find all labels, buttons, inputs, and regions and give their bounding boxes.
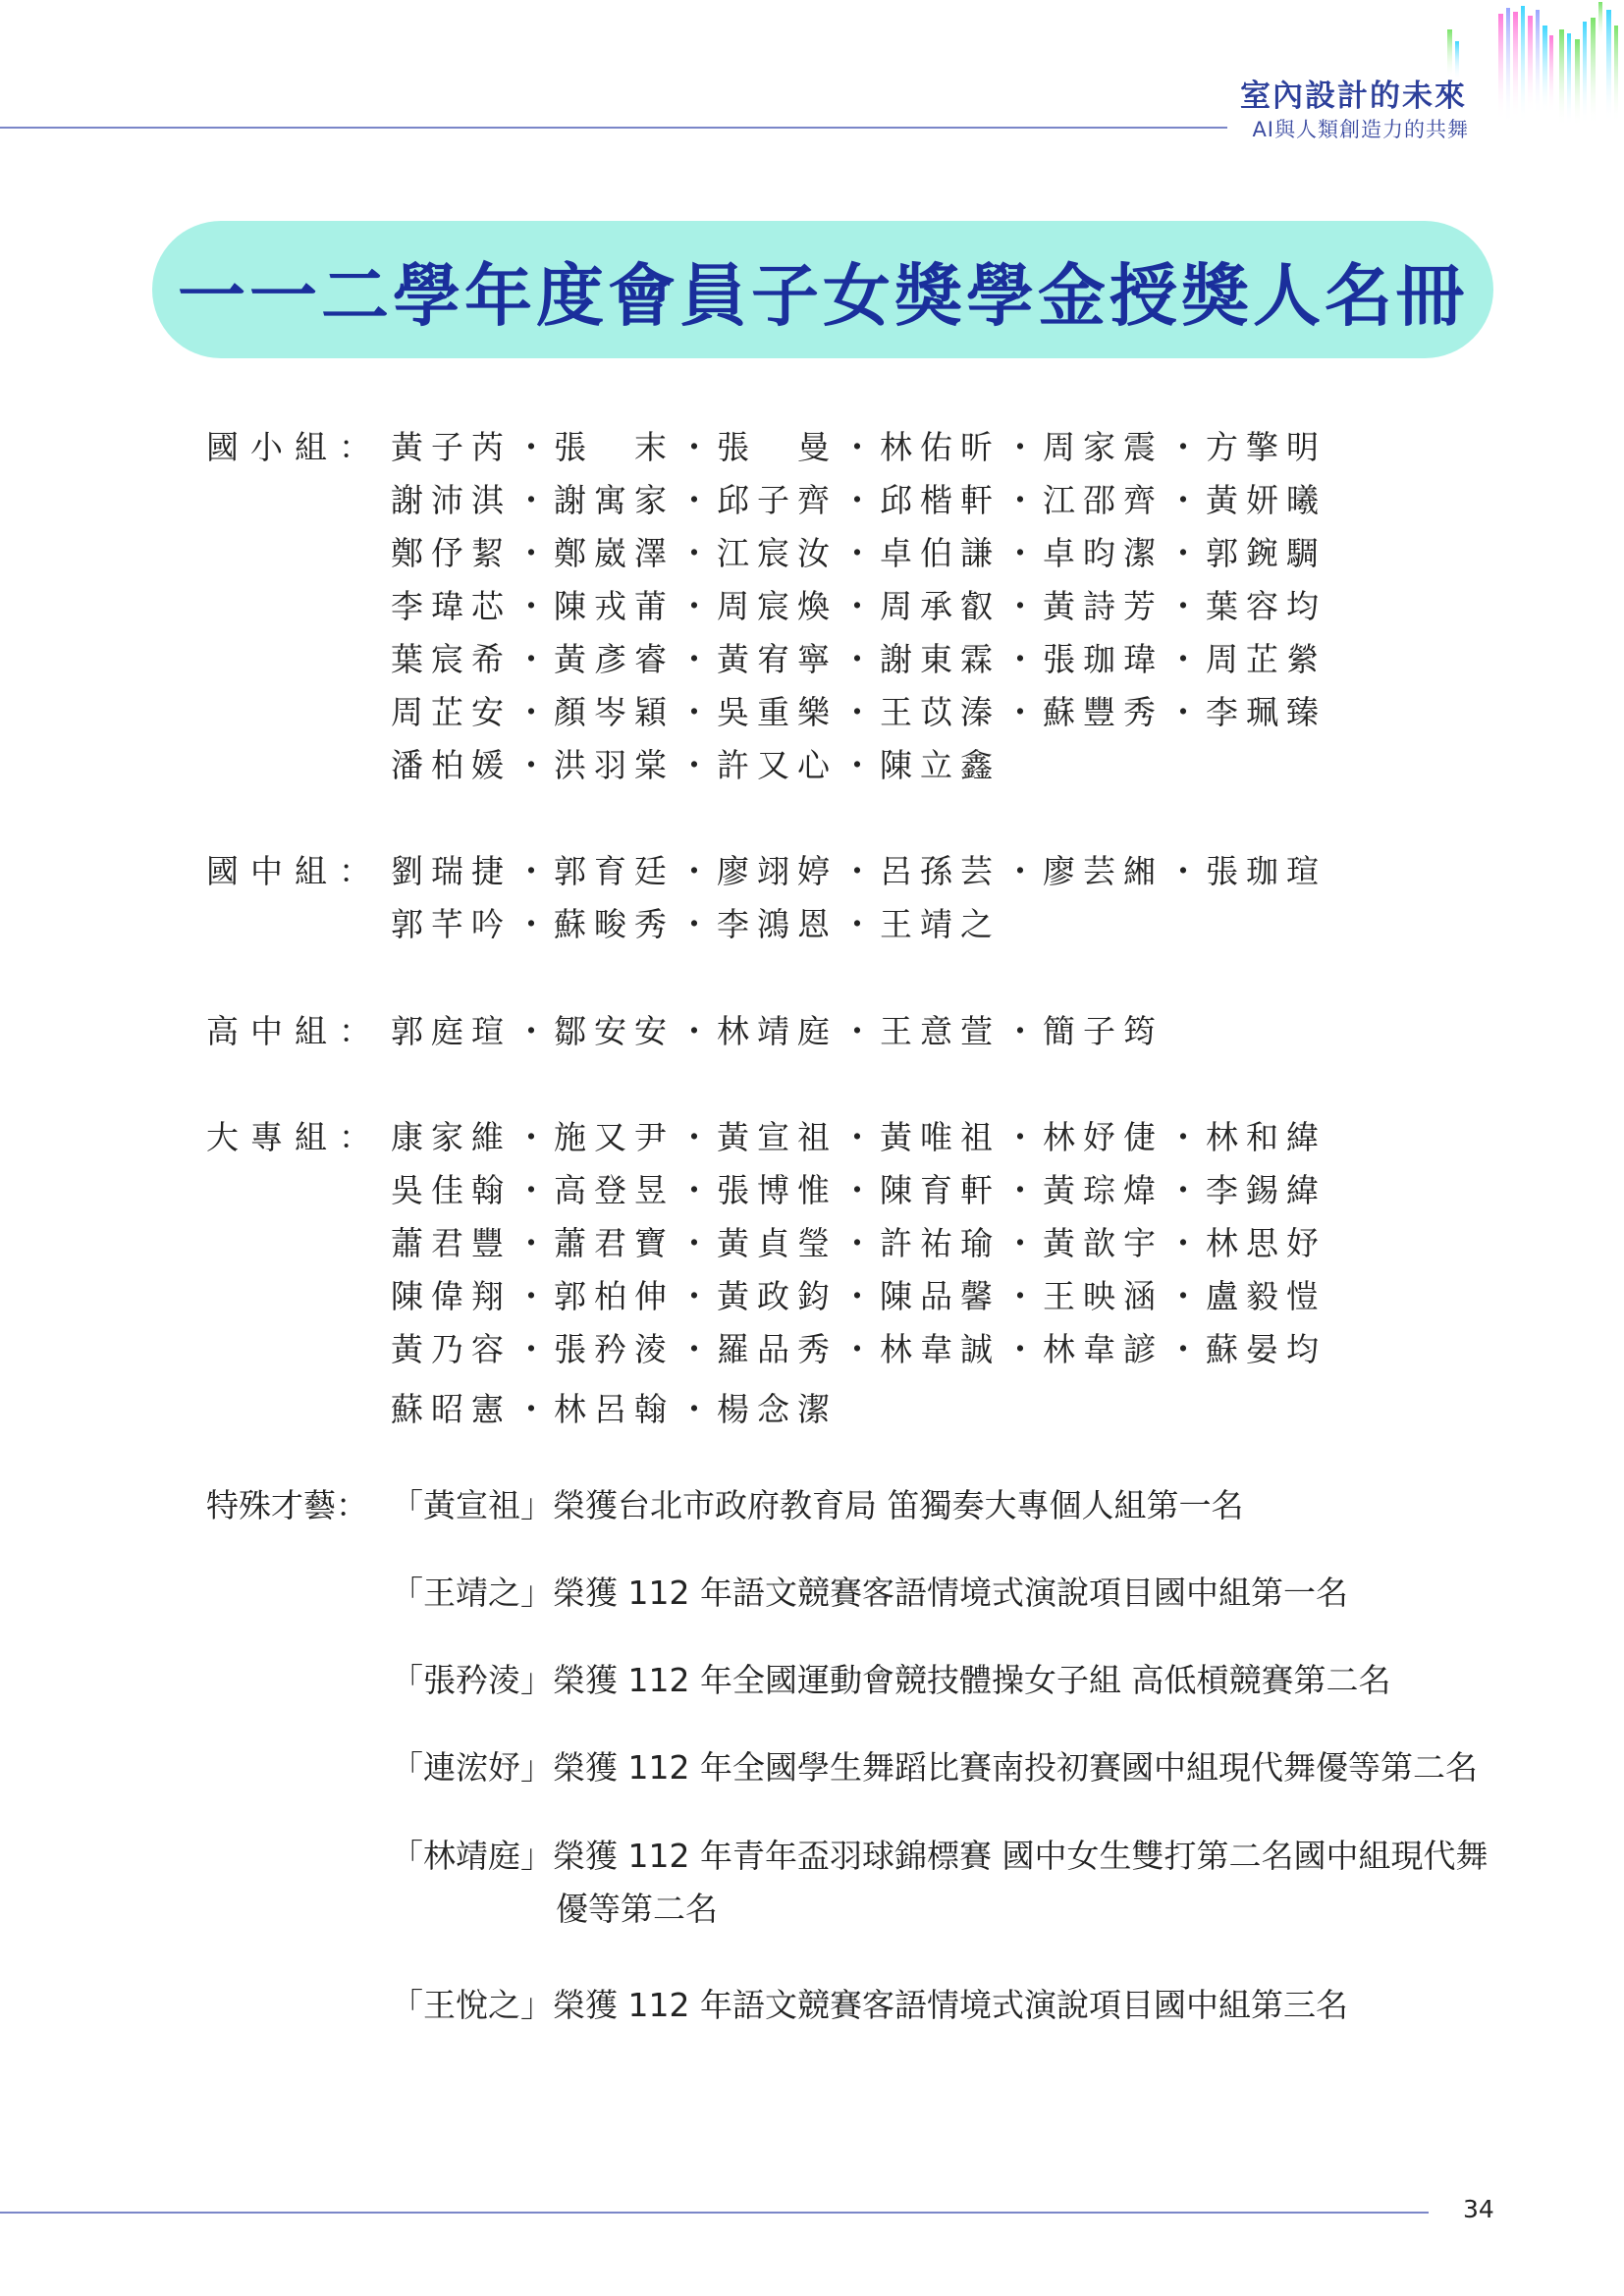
recipient-name: 張矜淩 <box>554 1330 675 1368</box>
separator-dot: ・ <box>1166 1171 1200 1209</box>
recipient-name: 盧毅愷 <box>1206 1277 1326 1315</box>
recipient-name: 黃貞瑩 <box>717 1224 838 1262</box>
separator-dot: ・ <box>1003 640 1037 678</box>
title-banner <box>152 221 1493 358</box>
recipient-name: 黃彥睿 <box>554 640 675 678</box>
award-recipient: 「張矜淩」 <box>391 1661 553 1699</box>
name-row <box>391 740 1001 786</box>
header-rule <box>0 127 1227 129</box>
recipient-name: 陳戎莆 <box>554 587 675 625</box>
separator-dot: ・ <box>677 852 711 890</box>
separator-dot: ・ <box>514 905 548 943</box>
name-row <box>391 1218 1324 1264</box>
separator-dot: ・ <box>1003 693 1037 731</box>
recipient-name: 張博惟 <box>717 1171 838 1209</box>
separator-dot: ・ <box>1166 1224 1200 1262</box>
recipient-name: 高登昱 <box>554 1171 675 1209</box>
separator-dot: ・ <box>514 1171 548 1209</box>
award-text: 榮獲 112 年全國運動會競技體操女子組 高低槓競賽第二名 <box>553 1661 1391 1699</box>
separator-dot: ・ <box>1166 693 1200 731</box>
separator-dot: ・ <box>1166 534 1200 572</box>
recipient-name: 蘇豐秀 <box>1043 693 1164 731</box>
recipient-name: 周宸煥 <box>717 587 838 625</box>
recipient-name: 廖翊婷 <box>717 852 838 890</box>
name-row <box>391 1324 1324 1370</box>
award-text: 榮獲 112 年青年盃羽球錦標賽 國中女生雙打第二名國中組現代舞 <box>553 1837 1489 1875</box>
recipient-name: 黃琮煒 <box>1043 1171 1164 1209</box>
separator-dot: ・ <box>514 1330 548 1368</box>
recipient-name: 蕭君豐 <box>391 1224 512 1262</box>
recipient-name: 邱子齊 <box>717 481 838 519</box>
header-subtitle: AI與人類創造力的共舞 <box>1242 114 1469 143</box>
recipient-name: 謝寓家 <box>554 481 675 519</box>
award-recipient: 「王悅之」 <box>391 1986 553 2024</box>
recipient-name: 張 曼 <box>717 428 838 466</box>
footer-rule <box>0 2212 1429 2214</box>
recipient-name: 鄭崴澤 <box>554 534 675 572</box>
recipient-name: 黃宥寧 <box>717 640 838 678</box>
recipient-name: 王映涵 <box>1043 1277 1164 1315</box>
recipient-name: 劉瑞捷 <box>391 852 512 890</box>
separator-dot: ・ <box>840 640 874 678</box>
name-row <box>391 899 1001 945</box>
recipient-name: 呂孫芸 <box>880 852 1001 890</box>
recipient-name: 邱楷軒 <box>880 481 1001 519</box>
name-row <box>391 846 1324 892</box>
separator-dot: ・ <box>840 1171 874 1209</box>
separator-dot: ・ <box>840 1330 874 1368</box>
recipient-name: 李鴻恩 <box>717 905 838 943</box>
name-row <box>391 1006 1164 1052</box>
award-recipient: 「連浤妤」 <box>391 1748 553 1787</box>
recipient-name: 顏岑穎 <box>554 693 675 731</box>
separator-dot: ・ <box>1003 852 1037 890</box>
recipient-name: 張珈瑄 <box>1206 852 1326 890</box>
separator-dot: ・ <box>840 852 874 890</box>
recipient-name: 周家震 <box>1043 428 1164 466</box>
separator-dot: ・ <box>514 640 548 678</box>
separator-dot: ・ <box>840 534 874 572</box>
recipient-name: 施又尹 <box>554 1118 675 1156</box>
recipient-name: 葉容均 <box>1206 587 1326 625</box>
page-title: 一一二學年度會員子女獎學金授獎人名冊 <box>178 256 1468 336</box>
separator-dot: ・ <box>677 640 711 678</box>
recipient-name: 方擎明 <box>1206 428 1326 466</box>
recipient-name: 林韋諺 <box>1043 1330 1164 1368</box>
separator-dot: ・ <box>840 428 874 466</box>
award-text: 榮獲 112 年全國學生舞蹈比賽南投初賽國中組現代舞優等第二名 <box>553 1748 1478 1787</box>
separator-dot: ・ <box>677 1390 711 1428</box>
recipient-name: 蘇昭憲 <box>391 1390 512 1428</box>
separator-dot: ・ <box>514 481 548 519</box>
recipient-name: 林呂翰 <box>554 1390 675 1428</box>
recipient-name: 江邵齊 <box>1043 481 1164 519</box>
recipient-name: 陳育軒 <box>880 1171 1001 1209</box>
talent-label: 特殊才藝： <box>206 1486 368 1524</box>
recipient-name: 江宸汝 <box>717 534 838 572</box>
separator-dot: ・ <box>514 587 548 625</box>
recipient-name: 黃歆宇 <box>1043 1224 1164 1262</box>
recipient-name: 張 末 <box>554 428 675 466</box>
recipient-name: 陳品馨 <box>880 1277 1001 1315</box>
separator-dot: ・ <box>840 1012 874 1050</box>
name-row <box>391 1271 1324 1317</box>
recipient-name: 謝沛淇 <box>391 481 512 519</box>
recipient-name: 周承叡 <box>880 587 1001 625</box>
recipient-name: 黃子芮 <box>391 428 512 466</box>
recipient-name: 黃妍曦 <box>1206 481 1326 519</box>
separator-dot: ・ <box>1003 1277 1037 1315</box>
recipient-name: 蕭君寶 <box>554 1224 675 1262</box>
separator-dot: ・ <box>677 534 711 572</box>
separator-dot: ・ <box>840 746 874 784</box>
separator-dot: ・ <box>1003 481 1037 519</box>
recipient-name: 蘇畯秀 <box>554 905 675 943</box>
recipient-name: 張珈瑋 <box>1043 640 1164 678</box>
recipient-name: 許又心 <box>717 746 838 784</box>
separator-dot: ・ <box>840 587 874 625</box>
name-row <box>391 422 1324 468</box>
separator-dot: ・ <box>1166 481 1200 519</box>
recipient-name: 李珮臻 <box>1206 693 1326 731</box>
group-label-senior-high: 高中組： <box>206 1012 383 1050</box>
name-row <box>391 581 1324 627</box>
separator-dot: ・ <box>514 693 548 731</box>
separator-dot: ・ <box>840 905 874 943</box>
separator-dot: ・ <box>840 1224 874 1262</box>
separator-dot: ・ <box>1003 428 1037 466</box>
recipient-name: 廖芸緗 <box>1043 852 1164 890</box>
separator-dot: ・ <box>1003 1224 1037 1262</box>
recipient-name: 蘇晏均 <box>1206 1330 1326 1368</box>
separator-dot: ・ <box>514 428 548 466</box>
separator-dot: ・ <box>1003 1171 1037 1209</box>
award-text: 榮獲 112 年語文競賽客語情境式演說項目國中組第一名 <box>553 1574 1348 1612</box>
group-label-college: 大專組： <box>206 1118 383 1156</box>
award-recipient: 「林靖庭」 <box>391 1837 553 1875</box>
separator-dot: ・ <box>1003 1118 1037 1156</box>
recipient-name: 潘柏媛 <box>391 746 512 784</box>
recipient-name: 許祐瑜 <box>880 1224 1001 1262</box>
award-text: 榮獲台北市政府教育局 笛獨奏大專個人組第一名 <box>553 1486 1244 1524</box>
separator-dot: ・ <box>677 693 711 731</box>
award-entry <box>391 1480 1244 1526</box>
separator-dot: ・ <box>840 1118 874 1156</box>
separator-dot: ・ <box>677 905 711 943</box>
award-text-continuation: 優等第二名 <box>556 1890 718 1928</box>
recipient-name: 林韋誠 <box>880 1330 1001 1368</box>
name-row <box>391 634 1324 680</box>
separator-dot: ・ <box>677 587 711 625</box>
recipient-name: 吳佳翰 <box>391 1171 512 1209</box>
recipient-name: 簡子筠 <box>1043 1012 1164 1050</box>
recipient-name: 林思妤 <box>1206 1224 1326 1262</box>
separator-dot: ・ <box>514 1224 548 1262</box>
award-entry <box>391 1742 1478 1789</box>
separator-dot: ・ <box>1166 1118 1200 1156</box>
separator-dot: ・ <box>677 746 711 784</box>
recipient-name: 卓伯謙 <box>880 534 1001 572</box>
separator-dot: ・ <box>677 1330 711 1368</box>
separator-dot: ・ <box>677 481 711 519</box>
separator-dot: ・ <box>840 1277 874 1315</box>
separator-dot: ・ <box>1166 1277 1200 1315</box>
separator-dot: ・ <box>1166 587 1200 625</box>
separator-dot: ・ <box>1003 534 1037 572</box>
award-entry <box>391 1831 1488 1877</box>
recipient-name: 林和緯 <box>1206 1118 1326 1156</box>
separator-dot: ・ <box>514 1118 548 1156</box>
group-label-junior-high: 國中組： <box>206 852 383 890</box>
separator-dot: ・ <box>677 428 711 466</box>
award-entry <box>391 1568 1348 1614</box>
recipient-name: 謝東霖 <box>880 640 1001 678</box>
recipient-name: 郭芊吟 <box>391 905 512 943</box>
separator-dot: ・ <box>514 1277 548 1315</box>
recipient-name: 卓昀潔 <box>1043 534 1164 572</box>
recipient-name: 王苡溱 <box>880 693 1001 731</box>
award-recipient: 「黃宣祖」 <box>391 1486 553 1524</box>
name-row <box>391 1384 838 1430</box>
group-label-elementary: 國小組： <box>206 428 383 466</box>
separator-dot: ・ <box>677 1277 711 1315</box>
recipient-name: 陳立鑫 <box>880 746 1001 784</box>
separator-dot: ・ <box>1003 1330 1037 1368</box>
separator-dot: ・ <box>514 1390 548 1428</box>
separator-dot: ・ <box>677 1118 711 1156</box>
page-number: 34 <box>1463 2195 1494 2223</box>
separator-dot: ・ <box>514 852 548 890</box>
recipient-name: 郭育廷 <box>554 852 675 890</box>
award-entry <box>391 1980 1348 2026</box>
separator-dot: ・ <box>1166 428 1200 466</box>
recipient-name: 周芷安 <box>391 693 512 731</box>
award-entry <box>391 1655 1390 1701</box>
separator-dot: ・ <box>1003 1012 1037 1050</box>
recipient-name: 黃政鈞 <box>717 1277 838 1315</box>
name-row <box>391 475 1324 521</box>
recipient-name: 洪羽棠 <box>554 746 675 784</box>
separator-dot: ・ <box>514 1012 548 1050</box>
recipient-name: 黃唯祖 <box>880 1118 1001 1156</box>
recipient-name: 王靖之 <box>880 905 1001 943</box>
recipient-name: 鄒安安 <box>554 1012 675 1050</box>
header-title: 室內設計的未來 <box>1240 79 1467 114</box>
recipient-name: 王意萱 <box>880 1012 1001 1050</box>
recipient-name: 李錫緯 <box>1206 1171 1326 1209</box>
recipient-name: 康家維 <box>391 1118 512 1156</box>
separator-dot: ・ <box>677 1224 711 1262</box>
separator-dot: ・ <box>840 693 874 731</box>
recipient-name: 黃乃容 <box>391 1330 512 1368</box>
recipient-name: 林靖庭 <box>717 1012 838 1050</box>
recipient-name: 黃宣祖 <box>717 1118 838 1156</box>
name-row <box>391 1165 1324 1211</box>
separator-dot: ・ <box>677 1012 711 1050</box>
separator-dot: ・ <box>1003 587 1037 625</box>
recipient-name: 林妤倢 <box>1043 1118 1164 1156</box>
recipient-name: 吳重樂 <box>717 693 838 731</box>
recipient-name: 林佑昕 <box>880 428 1001 466</box>
separator-dot: ・ <box>514 746 548 784</box>
name-row <box>391 687 1324 733</box>
recipient-name: 葉宸希 <box>391 640 512 678</box>
name-row <box>391 528 1324 574</box>
separator-dot: ・ <box>1166 1330 1200 1368</box>
name-row <box>391 1112 1324 1158</box>
recipient-name: 郭庭瑄 <box>391 1012 512 1050</box>
recipient-name: 李瑋芯 <box>391 587 512 625</box>
separator-dot: ・ <box>840 481 874 519</box>
recipient-name: 郭柏伸 <box>554 1277 675 1315</box>
recipient-name: 陳偉翔 <box>391 1277 512 1315</box>
separator-dot: ・ <box>1166 640 1200 678</box>
decorative-bar-graphic <box>1443 0 1624 137</box>
recipient-name: 郭鋺騆 <box>1206 534 1326 572</box>
recipient-name: 黃詩芳 <box>1043 587 1164 625</box>
award-text: 榮獲 112 年語文競賽客語情境式演說項目國中組第三名 <box>553 1986 1348 2024</box>
recipient-name: 鄭伃絜 <box>391 534 512 572</box>
recipient-name: 周芷縈 <box>1206 640 1326 678</box>
award-recipient: 「王靖之」 <box>391 1574 553 1612</box>
recipient-name: 羅品秀 <box>717 1330 838 1368</box>
recipient-name: 楊念潔 <box>717 1390 838 1428</box>
separator-dot: ・ <box>677 1171 711 1209</box>
separator-dot: ・ <box>514 534 548 572</box>
separator-dot: ・ <box>1166 852 1200 890</box>
